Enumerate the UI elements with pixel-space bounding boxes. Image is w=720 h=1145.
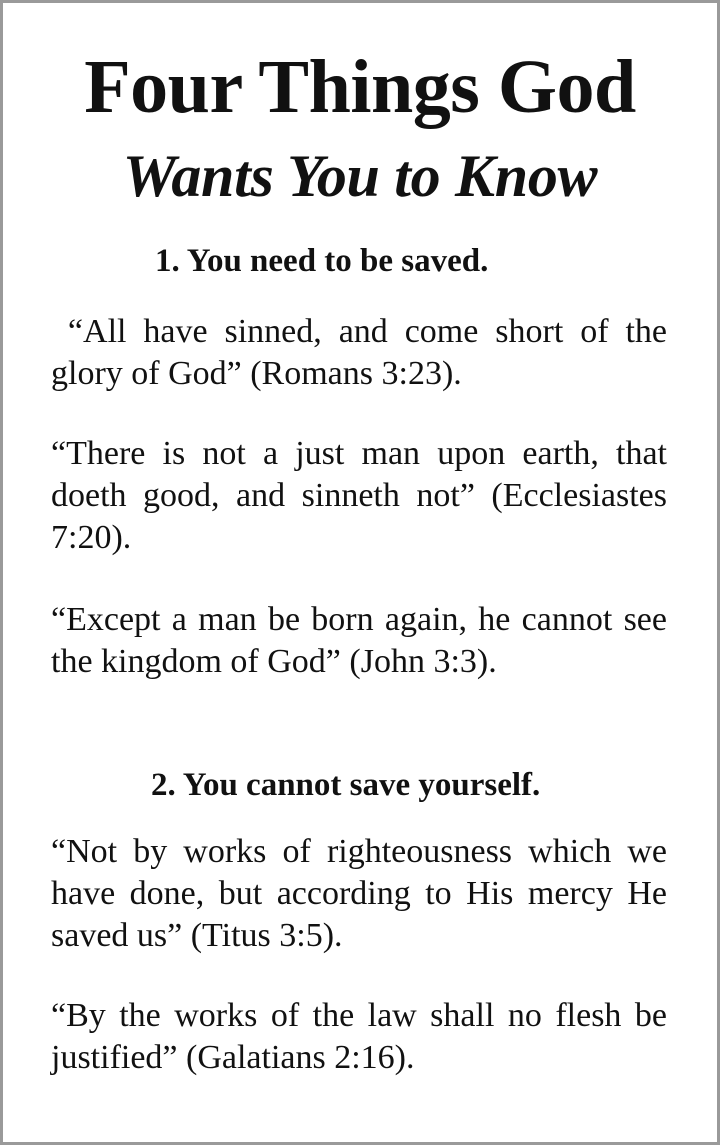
page-title: Four Things God [84, 45, 636, 129]
section-heading-2: 2. You cannot save yourself. [151, 767, 541, 803]
verse-galatians-2-16: “By the works of the law shall no flesh be justified” (Galatians 2:16). [51, 997, 667, 1076]
section-heading-1: 1. You need to be saved. [155, 243, 489, 279]
page-subtitle: Wants You to Know [122, 143, 598, 209]
verse-titus-3-5: “Not by works of righteousness which we have done, but according to His mercy He saved us” (Titus 3:5). [51, 833, 667, 954]
verse-john-3-3: “Except a man be born again, he cannot see the kingdom of God” (John 3:3). [51, 601, 667, 680]
verse-ecclesiastes-7-20: “There is not a just man upon earth, that doeth good, and sinneth not” (Ecclesiastes 7:20). [51, 435, 667, 556]
verse-romans-3-23: “All have sinned, and come short of the glory of God” (Romans 3:23). [51, 313, 667, 392]
